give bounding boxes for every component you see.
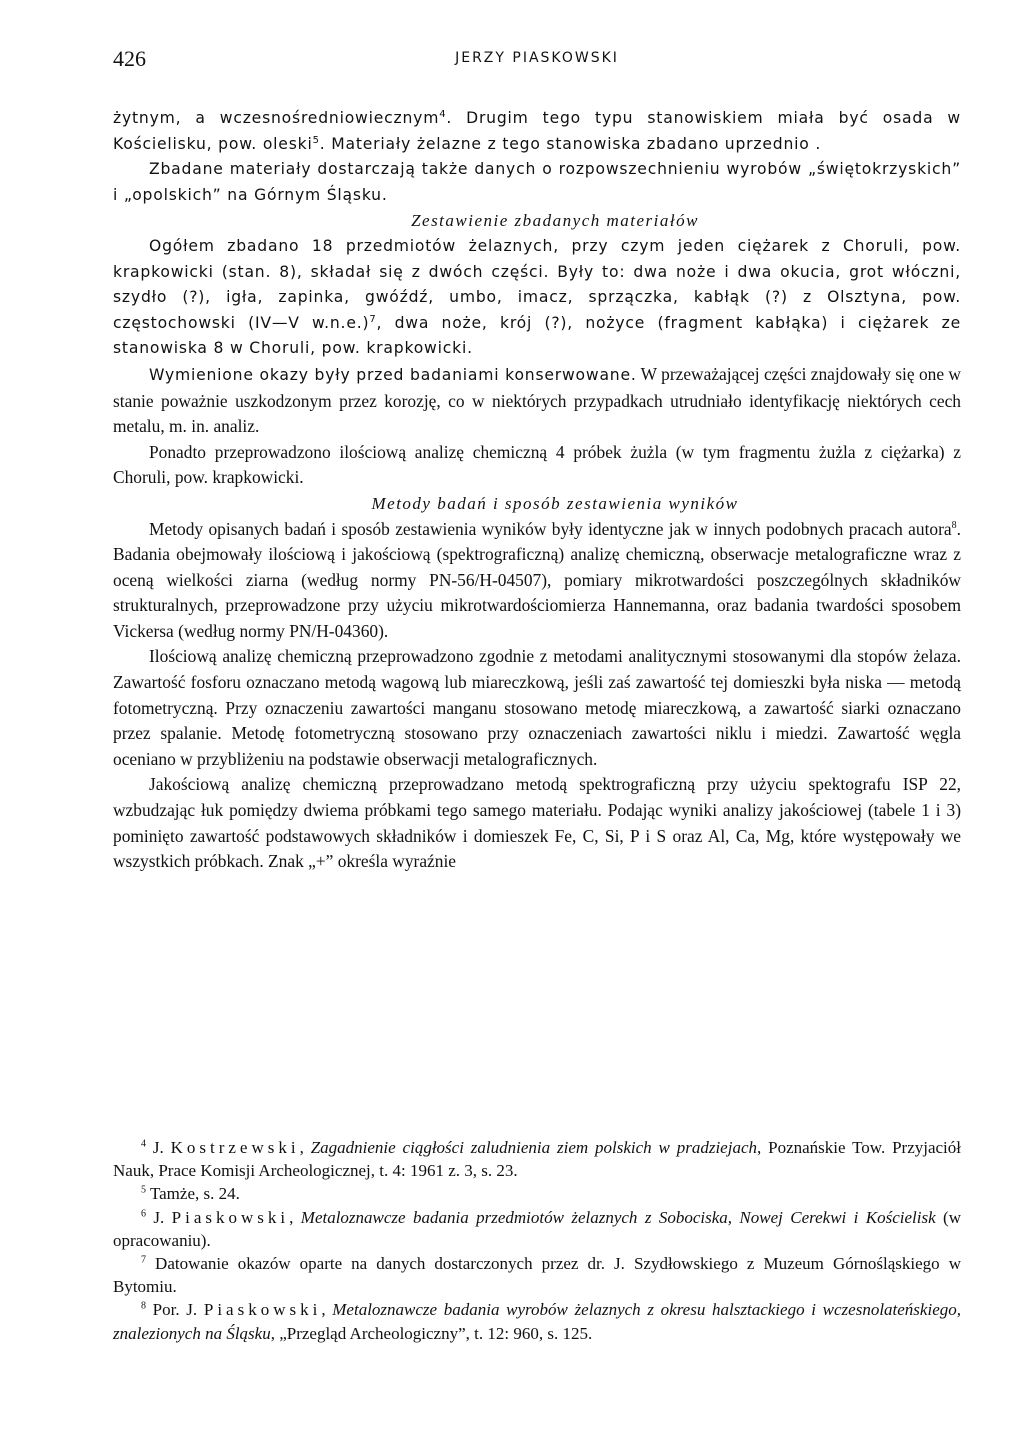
text-run: , „Przegląd Archeologiczny”, t. 12: 960, s. 125. xyxy=(270,1323,593,1343)
text-run: Ogółem zbadano 18 przedmiotów żelaznych, przy czym jeden ciężarek z Choruli, pow. krapkowicki (stan. 8), składał się z dwóch części. Były to: dwa noże i dwa okucia, grot włóczni, szydło (?), igła, zapinka, gwóźdź, umbo, imacz, sprzączka, kabłąk (?) z Olsztyna, pow. częstochowski (IV—V w.n.e.) xyxy=(113,236,961,332)
text-run: (w opracowaniu). xyxy=(113,1207,961,1250)
text-run: Wymienione okazy były przed badaniami konserwowane. xyxy=(149,365,637,384)
text-run: , dwa noże, krój (?), nożyce (fragment kabłąka) i ciężarek ze stanowiska 8 w Choruli, pow. krapkowicki. xyxy=(113,313,961,358)
footnote-ref: 7 xyxy=(369,313,377,325)
text-run: W przeważającej części znajdowały się one w stanie poważnie uszkodzonym przez korozję, co w niektórych przypadkach utrudniało identyfikację niektórych cech metalu, m. in. analiz. xyxy=(113,363,961,437)
author-name: Piaskowski xyxy=(171,1207,290,1227)
footnote-ref: 4 xyxy=(439,108,447,120)
text-run: . Drugim tego typu stanowiskiem miała być osada w Kościelisku, pow. oleski xyxy=(113,109,961,153)
section-title: Zestawienie zbadanych materiałów xyxy=(411,211,699,231)
paragraph xyxy=(113,517,961,645)
text-run: . Badania obejmowały ilościową i jakościową (spektrograficzną) analizę chemiczną, obserwacje metalograficzne wraz z oceną wielkości ziarna (według normy PN-56/H-04507), pomiary mikrotwardości poszczególnych składników strukturalnych, przeprowadzone przy użyciu mikrotwardościomierza Hannemanna, oraz badania twardości sposobem Vickersa (według normy PN/H-04360). xyxy=(113,518,961,641)
text-run: Tamże, s. 24. xyxy=(146,1184,240,1204)
footnote-7 xyxy=(113,1252,961,1298)
author-name: Kostrzewski xyxy=(170,1138,300,1157)
footnote-mark: 5 xyxy=(141,1184,146,1196)
work-title: Zagadnienie ciągłości zaludnienia ziem polskich w pradziejach xyxy=(310,1138,757,1157)
footnote-5 xyxy=(113,1182,961,1205)
footnote-4: $^4$ J. Kostrzewski, Zagadnienie ciągłości zaludnienia ziem polskich w pradziejach, Poznańskie Tow. Przyjaciół Nauk, Prace Komisji Archeologicznej, t. 4: 1961 z. 3, s. 23. xyxy=(113,1138,962,1181)
paragraph xyxy=(113,362,961,440)
text-run: Por. J. xyxy=(146,1300,204,1320)
work-title: Metaloznawcze badania wyrobów żelaznych z okresu halsztackiego i wczesnolateńskiego, znalezionych na Śląsku xyxy=(113,1300,961,1343)
text-run: J. xyxy=(146,1207,172,1227)
footnotes xyxy=(113,1136,961,1345)
footnote-mark: 4 xyxy=(141,1138,146,1150)
paragraph: Jakościową analizę chemiczną przeprowadzano metodą spektrograficzną przy użyciu spektografu ISP 22, wzbudzając łuk pomiędzy dwiema próbkami tego samego materiału. Podając wyniki analizy jakościowej (tabele 1 i 3) pominięto zawartość podstawowych składników i domieszek Fe, C, Si, P i S oraz Al, Ca, Mg, które występowały we wszystkich próbkach. Znak „+” określa wyraźnie xyxy=(113,774,961,872)
footnote-mark: 6 xyxy=(141,1207,146,1219)
footnote-mark: 7 xyxy=(141,1254,146,1266)
section-title: Metody badań i sposób zestawienia wyników xyxy=(371,493,739,513)
paragraph: Ponadto przeprowadzono ilościową analizę chemiczną 4 próbek żużla (w tym fragmentu żużla z ciężarka) z Choruli, pow. krapkowicki. xyxy=(113,441,961,488)
paragraph xyxy=(113,106,961,157)
footnote-8: $^8$ Por. J. Piaskowski, Metaloznawcze badania wyrobów żelaznych z okresu halsztackiego i wczesnolateńskiego, znalezionych na Śląsku, „Przegląd Archeologiczny”, t. 12: 960, s. 125. xyxy=(113,1300,961,1343)
text-run: Metody opisanych badań i sposób zestawienia wyników były identyczne jak w innych podobnych pracach autora xyxy=(149,518,952,539)
paragraph xyxy=(113,234,961,362)
page-number: 426 xyxy=(113,46,146,71)
text-run: żytnym, a wczesnośredniowiecznym xyxy=(113,109,440,127)
author-name: Piaskowski xyxy=(203,1300,322,1320)
footnote-ref: 5 xyxy=(312,134,320,146)
text-run: Datowanie okazów oparte na danych dostarczonych przez dr. J. Szydłowskiego z Muzeum Górnośląskiego w Bytomiu. xyxy=(113,1254,961,1297)
paragraph: Ilościową analizę chemiczną przeprowadzono zgodnie z metodami analitycznymi stosowanymi dla stopów żelaza. Zawartość fosforu oznaczano metodą wagową lub miareczkową, jeśli zaś zawartość tej domieszki była niska — metodą fotometryczną. Przy oznaczeniu zawartości manganu stosowano metodę miareczkową, a zawartość siarki oznaczano przez spalanie. Metodę fotometryczną stosowano przy oznaczeniach zawartości niklu i miedzi. Zawartość węgla oceniano w przybliżeniu na podstawie obserwacji metalograficznych. xyxy=(113,646,961,769)
page-header xyxy=(113,40,961,80)
footnote-ref: 8 xyxy=(951,519,957,531)
text-run: J. xyxy=(146,1138,171,1157)
work-title: Metaloznawcze badania przedmiotów żelaznych z Sobociska, Nowej Cerekwi i Kościelisk xyxy=(300,1207,936,1227)
footnote-6: $^6$ J. Piaskowski, Metaloznawcze badania przedmiotów żelaznych z Sobociska, Nowej Cerekwi i Kościelisk (w opracowaniu). xyxy=(113,1207,961,1250)
body-text xyxy=(113,106,961,875)
text-run: , Poznańskie Tow. Przyjaciół Nauk, Prace Komisji Archeologicznej, t. 4: 1961 z. 3, s. 23. xyxy=(113,1138,962,1181)
text-run: . Materiały żelazne z tego stanowiska zbadano uprzednio . xyxy=(319,134,822,153)
footnote-mark: 8 xyxy=(141,1300,146,1312)
running-head: JERZY PIASKOWSKI xyxy=(455,50,619,66)
paragraph: Zbadane materiały dostarczają także danych o rozpowszechnieniu wyrobów „świętokrzyskich” i „opolskich” na Górnym Śląsku. xyxy=(113,160,961,204)
